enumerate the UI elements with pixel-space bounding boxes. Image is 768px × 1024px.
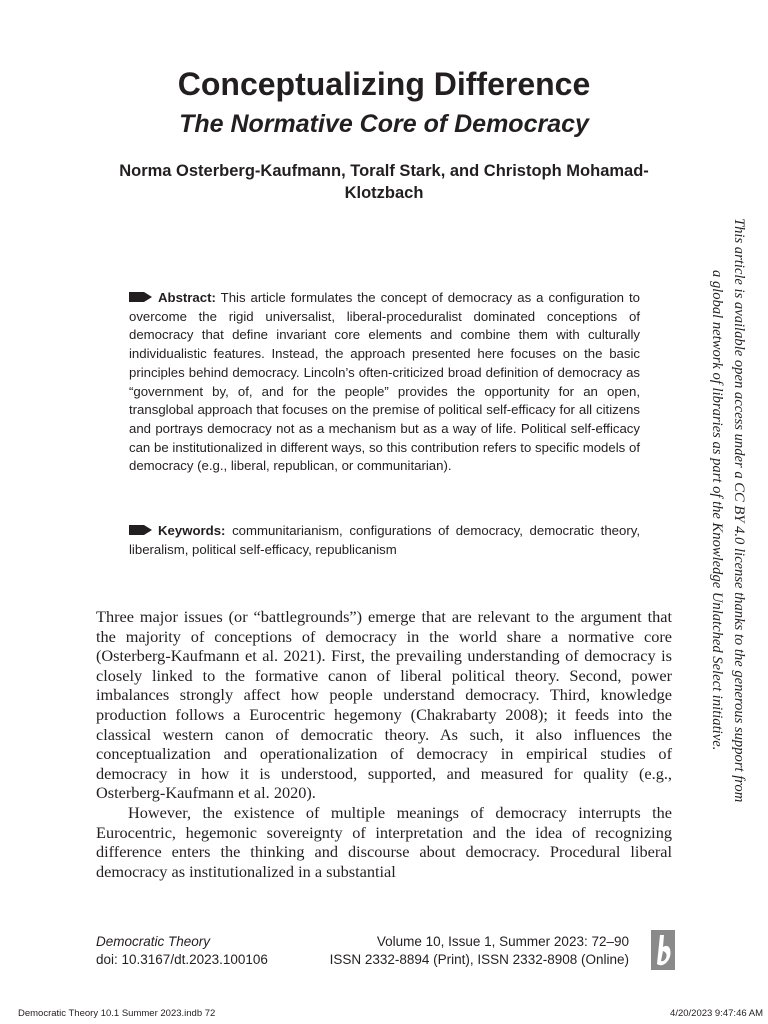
article-subtitle: The Normative Core of Democracy xyxy=(179,110,589,138)
article-title: Conceptualizing Difference xyxy=(177,66,591,102)
footer-left xyxy=(96,933,268,969)
abstract-block xyxy=(129,289,640,476)
print-slug-file: Democratic Theory 10.1 Summer 2023.indb 72 xyxy=(18,1008,216,1019)
keywords-label: Keywords: xyxy=(158,523,226,538)
abstract-label: Abstract: xyxy=(158,290,216,305)
keywords-text: communitarianism, configurations of democracy, democratic theory, liberalism, political self-efficacy, republicanism xyxy=(129,523,640,557)
issn-info: ISSN 2332-8894 (Print), ISSN 2332-8908 (Online) xyxy=(329,952,629,967)
arrow-icon xyxy=(129,524,153,536)
arrow-icon xyxy=(129,291,153,303)
publisher-logo-icon xyxy=(651,930,675,970)
keywords-block xyxy=(129,522,640,559)
body-paragraph: However, the existence of multiple meanings of democracy interrupts the Eurocentric, hegemonic sovereignty of interpretation and the idea of recognizing difference enters the thinking and discourse about democracy. Procedural liberal democracy as institutionalized in a substantial xyxy=(96,802,672,881)
body-text xyxy=(96,607,672,881)
journal-name: Democratic Theory xyxy=(96,934,211,949)
body-paragraph: Three major issues (or “battlegrounds”) emerge that are relevant to the argument that the majority of conceptions of democracy in the world share a normative core (Osterberg-Kaufmann et al. 2021). First, the prevailing understanding of democracy is closely linked to the formative canon of liberal political theory. Second, power imbalances strongly affect how people understand democracy. Third, knowledge production follows a Eurocentric hegemony (Chakrabarty 2008); it feeds into the classical western canon of democratic theory. As such, it also influences the conceptualization and operationalization of democracy in empirical studies of democracy in how it is understood, supported, and measured for quality (e.g., Osterberg-Kaufmann et al. 2020). xyxy=(96,607,672,803)
doi: doi: 10.3167/dt.2023.100106 xyxy=(96,952,268,967)
open-access-notice: This article is available open access under a CC BY 4.0 license thanks to the generous support from a global network of libraries as part of the Knowledge Unlatched Select initiative. xyxy=(709,217,747,803)
author-list: Norma Osterberg-Kaufmann, Toralf Stark, and Christoph Mohamad-Klotzbach xyxy=(119,162,649,202)
print-slug-datetime: 4/20/2023 9:47:46 AM xyxy=(670,1008,763,1019)
abstract-text: This article formulates the concept of democracy as a configuration to overcome the rigid universalist, liberal-proceduralist dominated conceptions of democracy that define invariant core elements and combine them with culturally individualistic features. Instead, the approach presented here focuses on the basic principles behind democracy. Lincoln’s often-criticized broad definition of democracy as “government by, of, and for the people” provides the opportunity for an open, transglobal approach that focuses on the premise of political self-efficacy for all citizens and portrays democracy not as a mechanism but as a way of life. Political self-efficacy can be institutionalized in different ways, so this contribution refers to specific models of democracy (e.g., liberal, republican, or communitarian). xyxy=(129,290,640,474)
volume-info: Volume 10, Issue 1, Summer 2023: 72–90 xyxy=(376,934,629,949)
footer-right xyxy=(330,933,629,969)
